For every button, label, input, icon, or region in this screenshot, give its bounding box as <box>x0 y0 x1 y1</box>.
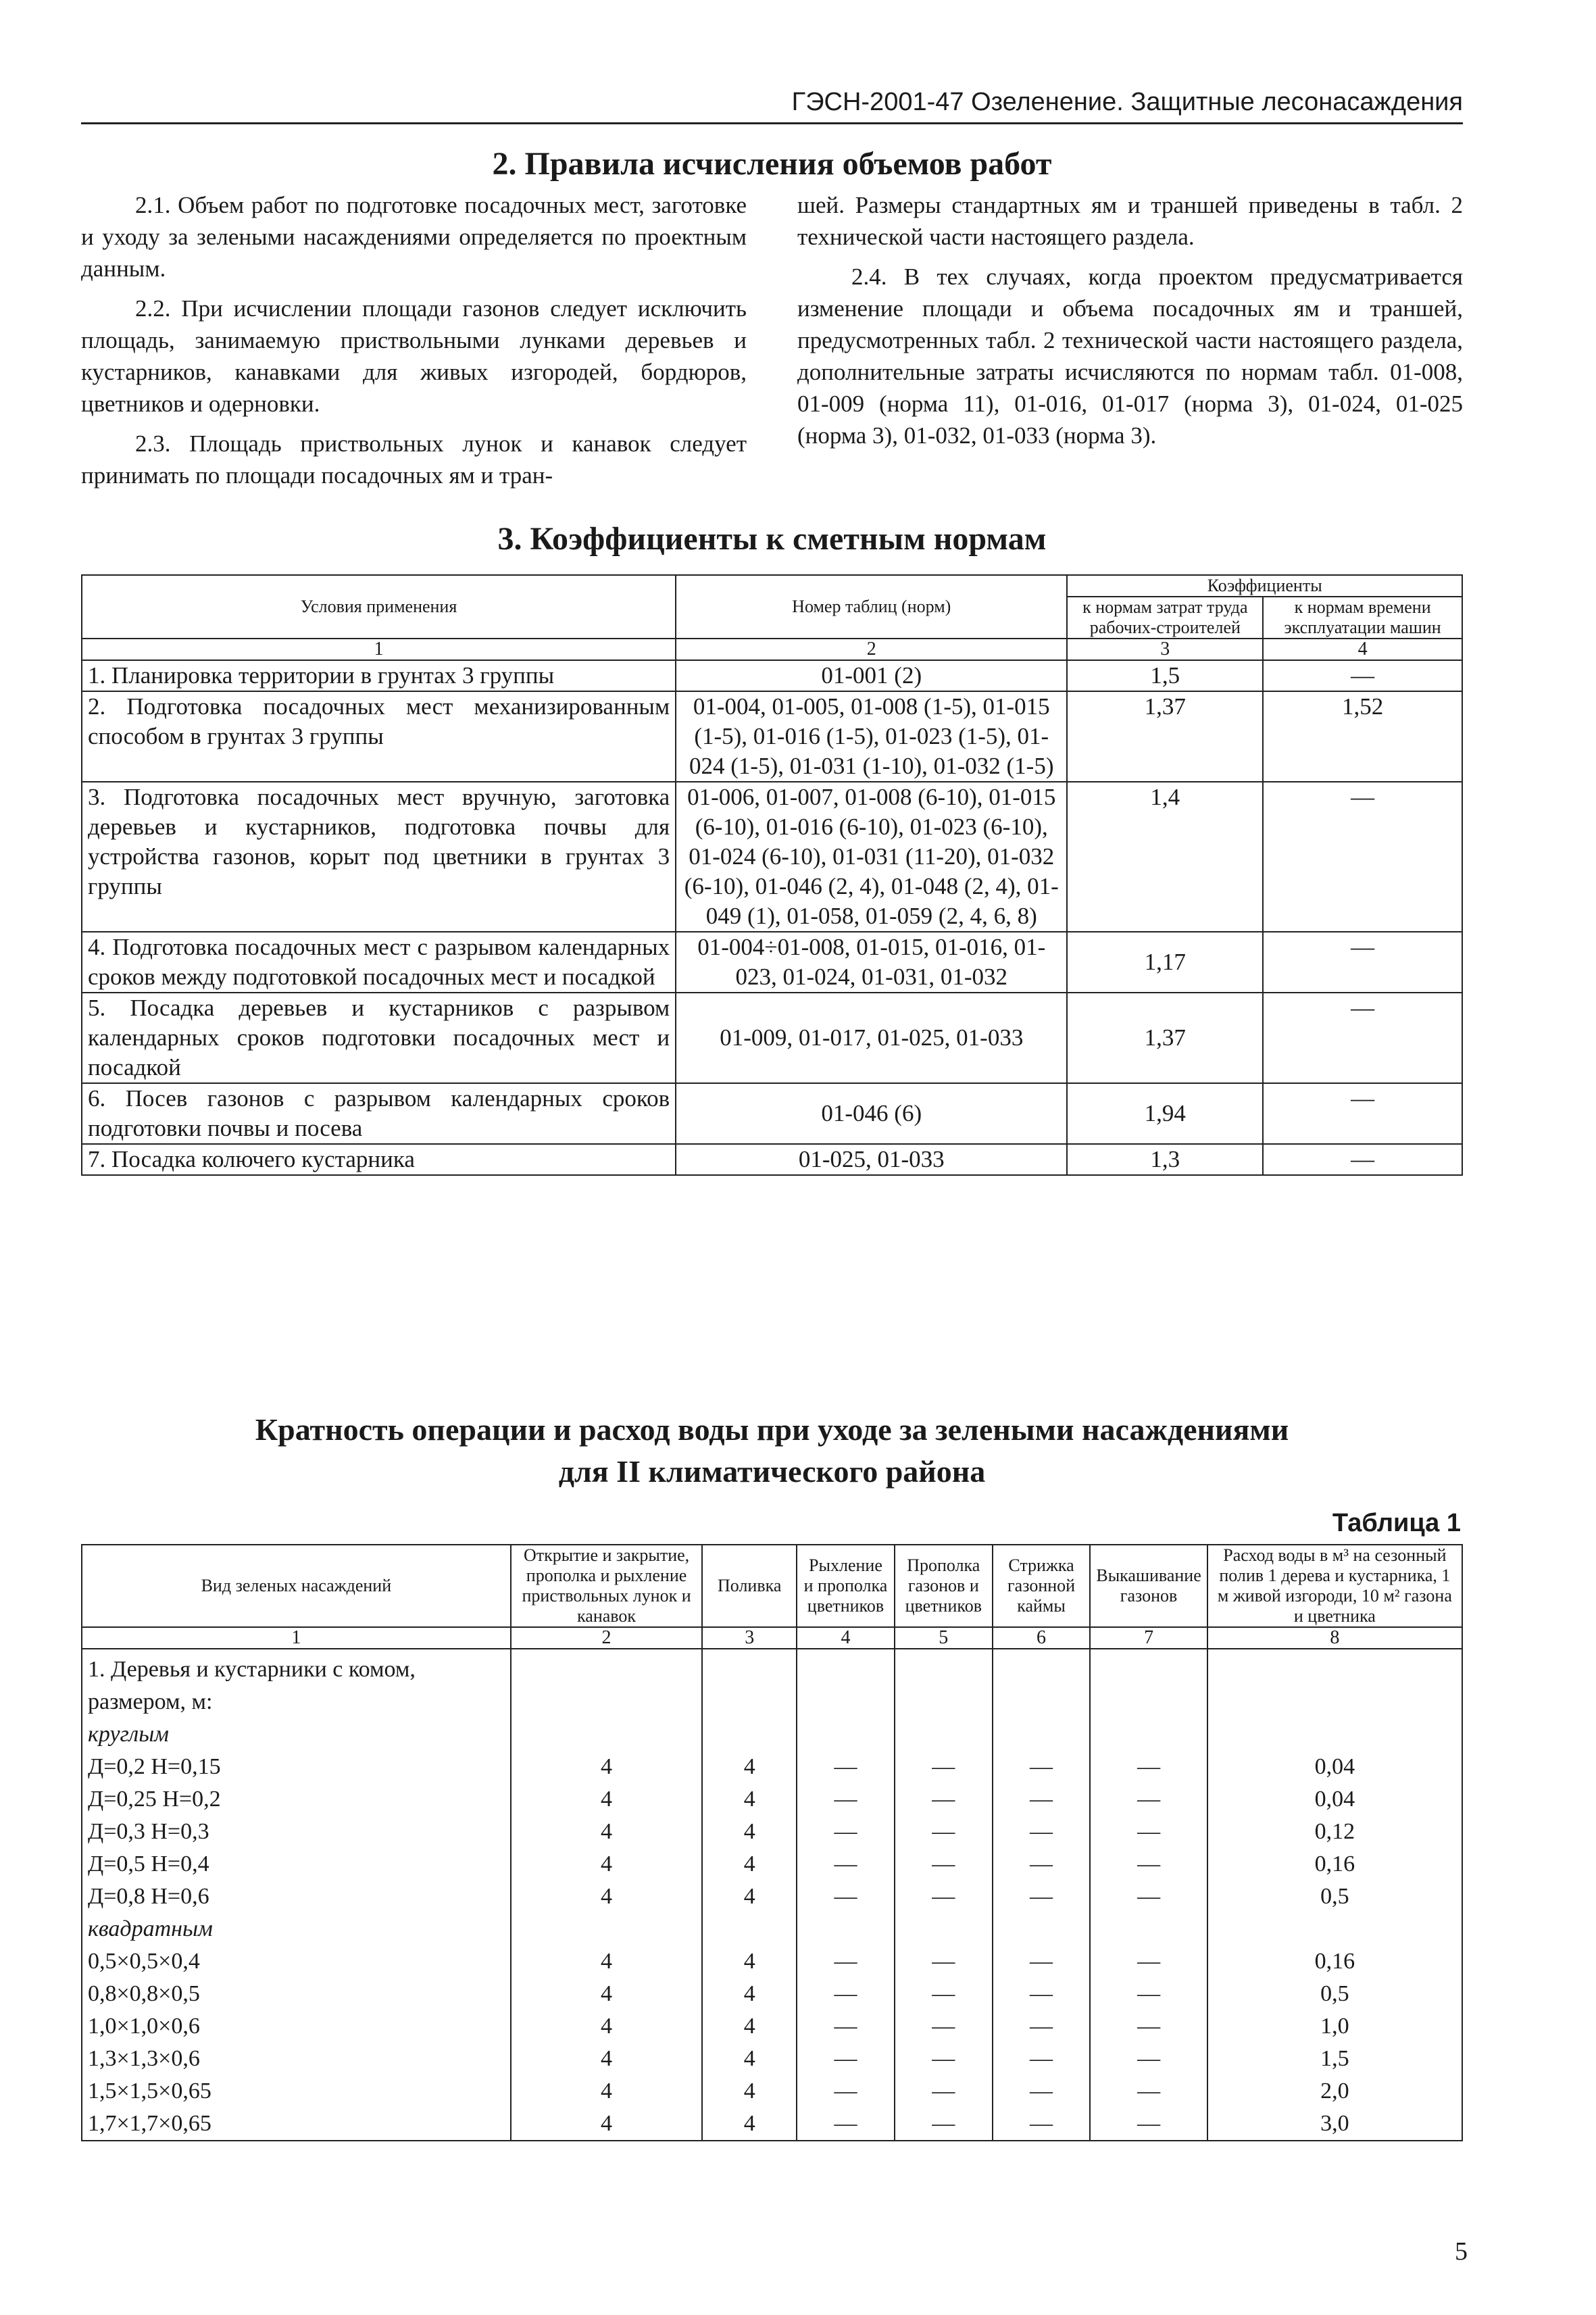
machine-coef: — <box>1263 932 1462 993</box>
subgroup-round: круглым <box>82 1718 511 1751</box>
value-cell: — <box>1090 1751 1207 1783</box>
tables-cell: 01-004÷01-008, 01-015, 01-016, 01-023, 01-024, 01-031, 01-032 <box>676 932 1067 993</box>
table-1-title-line-1: Кратность операции и расход воды при уходе за зелеными насаждениями <box>255 1412 1289 1447</box>
paragraph-2-3: 2.3. Площадь приствольных лунок и канавок следует принимать по площади посадочных ям и тран- <box>81 430 747 489</box>
machine-coef: — <box>1263 1083 1462 1144</box>
header-plant-type: Вид зеленых насаждений <box>82 1545 511 1627</box>
value-cell: 4 <box>702 1848 797 1881</box>
value-cell: — <box>797 1816 895 1848</box>
value-cell: — <box>895 1848 993 1881</box>
col-number: 4 <box>797 1627 895 1649</box>
condition-cell: 1. Планировка территории в грунтах 3 группы <box>82 660 676 691</box>
table-row <box>82 1083 1462 1144</box>
header-machine: к нормам времени эксплуатации машин <box>1263 597 1462 639</box>
labor-coef: 1,37 <box>1067 691 1263 782</box>
value-cell: — <box>797 1783 895 1816</box>
value-cell: — <box>797 2043 895 2075</box>
header-opening: Открытие и закрытие, прополка и рыхление приствольных лунок и канавок <box>511 1545 703 1627</box>
table-row <box>82 691 1462 782</box>
value-cell: — <box>797 1848 895 1881</box>
header-tables: Номер таблиц (норм) <box>676 575 1067 639</box>
condition-cell: 7. Посадка колючего кустарника <box>82 1144 676 1175</box>
square-rows <box>82 1945 1462 2141</box>
tables-cell: 01-025, 01-033 <box>676 1144 1067 1175</box>
value-cell: — <box>993 1783 1091 1816</box>
table-1-label: Таблица 1 <box>1332 1509 1461 1537</box>
value-cell: — <box>993 1978 1091 2010</box>
value-cell: 4 <box>702 1751 797 1783</box>
value-cell: — <box>1090 1783 1207 1816</box>
value-cell: — <box>1090 1881 1207 1913</box>
value-cell: — <box>797 1945 895 1978</box>
value-cell: — <box>1090 1945 1207 1978</box>
value-cell: — <box>797 1751 895 1783</box>
plant-size-cell: 1,3×1,3×0,6 <box>82 2043 511 2075</box>
col-number: 2 <box>511 1627 703 1649</box>
table-row <box>82 660 1462 691</box>
value-cell: — <box>993 1945 1091 1978</box>
section-3-title: 3. Коэффициенты к сметным нормам <box>497 521 1047 557</box>
value-cell: — <box>1090 2010 1207 2043</box>
plant-size-cell: Д=0,5 Н=0,4 <box>82 1848 511 1881</box>
value-cell: — <box>895 1881 993 1913</box>
table-row <box>82 1751 1462 1783</box>
value-cell: — <box>1090 2043 1207 2075</box>
table-row <box>82 1881 1462 1913</box>
header-labor: к нормам затрат труда рабочих-строителей <box>1067 597 1263 639</box>
value-cell: — <box>895 2108 993 2141</box>
value-cell: — <box>1090 1848 1207 1881</box>
paragraph-2-1: 2.1. Объем работ по подготовке посадочных мест, заготовке и уходу за зелеными насаждениями определяется по проектным данным. <box>81 192 747 282</box>
col-number: 1 <box>82 1627 511 1649</box>
plant-size-cell: 0,8×0,8×0,5 <box>82 1978 511 2010</box>
col-number: 3 <box>702 1627 797 1649</box>
condition-cell: 5. Посадка деревьев и кустарников с разрывом календарных сроков подготовки посадочных мест и посадкой <box>82 993 676 1083</box>
table-row <box>82 2010 1462 2043</box>
labor-coef: 1,94 <box>1067 1083 1263 1144</box>
value-cell: 4 <box>511 1881 703 1913</box>
value-cell: 4 <box>702 1816 797 1848</box>
table-row <box>82 782 1462 932</box>
value-cell: — <box>895 1945 993 1978</box>
value-cell: — <box>993 2010 1091 2043</box>
value-cell: 4 <box>511 2010 703 2043</box>
tables-cell: 01-004, 01-005, 01-008 (1-5), 01-015 (1-5), 01-016 (1-5), 01-023 (1-5), 01-024 (1-5), 01-031 (1-10), 01-032 (1-5) <box>676 691 1067 782</box>
value-cell: 1,5 <box>1207 2043 1462 2075</box>
header-trimming: Стрижка газонной каймы <box>993 1545 1091 1627</box>
col-number: 6 <box>993 1627 1091 1649</box>
condition-cell: 4. Подготовка посадочных мест с разрывом календарных сроков между подготовкой посадочных мест и посадкой <box>82 932 676 993</box>
col-number: 1 <box>82 639 676 660</box>
value-cell: — <box>993 2108 1091 2141</box>
col-number: 4 <box>1263 639 1462 660</box>
value-cell: 4 <box>511 1978 703 2010</box>
condition-cell: 2. Подготовка посадочных мест механизированным способом в грунтах 3 группы <box>82 691 676 782</box>
left-column <box>81 189 747 487</box>
col-number: 3 <box>1067 639 1263 660</box>
value-cell: 1,0 <box>1207 2010 1462 2043</box>
value-cell: 4 <box>702 2043 797 2075</box>
value-cell: — <box>993 1751 1091 1783</box>
table-row <box>82 932 1462 993</box>
labor-coef: 1,4 <box>1067 782 1263 932</box>
value-cell: — <box>1090 2108 1207 2141</box>
page-number: 5 <box>1455 2237 1468 2266</box>
coefficients-table <box>81 574 1463 1176</box>
header-loosening: Рыхление и прополка цветников <box>797 1545 895 1627</box>
header-weeding: Прополка газонов и цветников <box>895 1545 993 1627</box>
section-2-text <box>81 189 1463 487</box>
water-consumption-table <box>81 1544 1463 2141</box>
value-cell: 0,12 <box>1207 1816 1462 1848</box>
value-cell: — <box>797 1978 895 2010</box>
labor-coef: 1,17 <box>1067 932 1263 993</box>
value-cell: 2,0 <box>1207 2075 1462 2108</box>
plant-size-cell: 1,0×1,0×0,6 <box>82 2010 511 2043</box>
value-cell: 4 <box>702 2010 797 2043</box>
value-cell: — <box>895 2010 993 2043</box>
table-1-title <box>81 1409 1463 1493</box>
value-cell: — <box>895 1783 993 1816</box>
machine-coef: — <box>1263 782 1462 932</box>
labor-coef: 1,5 <box>1067 660 1263 691</box>
value-cell: 4 <box>702 2075 797 2108</box>
col-number: 5 <box>895 1627 993 1649</box>
value-cell: 4 <box>511 2043 703 2075</box>
value-cell: 4 <box>511 1751 703 1783</box>
tables-cell: 01-009, 01-017, 01-025, 01-033 <box>676 993 1067 1083</box>
value-cell: — <box>797 2010 895 2043</box>
running-header: ГЭСН-2001-47 Озеленение. Защитные лесонасаждения <box>81 88 1463 124</box>
subgroup-square: квадратным <box>82 1913 511 1945</box>
machine-coef: — <box>1263 660 1462 691</box>
value-cell: — <box>993 2043 1091 2075</box>
value-cell: 0,16 <box>1207 1848 1462 1881</box>
paragraph-2-2: 2.2. При исчислении площади газонов следует исключить площадь, занимаемую приствольными лунками деревьев и кустарников, канавками для живых изгородей, бордюров, цветников и одерновки. <box>81 295 747 417</box>
machine-coef: 1,52 <box>1263 691 1462 782</box>
table-1-title-line-2: для II климатического района <box>558 1454 986 1489</box>
paragraph-2-4: 2.4. В тех случаях, когда проектом предусматривается изменение площади и объема посадочных ям и траншей, предусмотренных табл. 2 технической части настоящего раздела, дополнительные затраты исчисляются по нормам табл. 01-008, 01-009 (норма 11), 01-016, 01-017 (норма 3), 01-024, 01-025 (норма 3), 01-032, 01-033 (норма 3). <box>797 264 1463 449</box>
value-cell: — <box>993 1848 1091 1881</box>
value-cell: 4 <box>511 1816 703 1848</box>
plant-size-cell: 1,5×1,5×0,65 <box>82 2075 511 2108</box>
plant-size-cell: Д=0,2 Н=0,15 <box>82 1751 511 1783</box>
value-cell: 4 <box>511 1783 703 1816</box>
value-cell: 0,04 <box>1207 1751 1462 1783</box>
group-title: 1. Деревья и кустарники с комом, размером, м: <box>82 1649 511 1718</box>
plant-size-cell: 1,7×1,7×0,65 <box>82 2108 511 2141</box>
value-cell: — <box>895 1751 993 1783</box>
plant-size-cell: Д=0,8 Н=0,6 <box>82 1881 511 1913</box>
value-cell: 4 <box>511 2075 703 2108</box>
header-water-use: Расход воды в м³ на сезонный полив 1 дерева и кустарника, 1 м живой изгороди, 10 м² газона и цветника <box>1207 1545 1462 1627</box>
table-row <box>82 1945 1462 1978</box>
value-cell: 4 <box>702 1881 797 1913</box>
tables-cell: 01-046 (6) <box>676 1083 1067 1144</box>
value-cell: 0,16 <box>1207 1945 1462 1978</box>
labor-coef: 1,37 <box>1067 993 1263 1083</box>
condition-cell: 3. Подготовка посадочных мест вручную, заготовка деревьев и кустарников, подготовка почвы для устройства газонов, корыт под цветники в грунтах 3 группы <box>82 782 676 932</box>
header-coefficients: Коэффициенты <box>1067 575 1462 597</box>
value-cell: 4 <box>511 1945 703 1978</box>
value-cell: 0,04 <box>1207 1783 1462 1816</box>
table-row <box>82 993 1462 1083</box>
header-watering: Поливка <box>702 1545 797 1627</box>
tables-cell: 01-006, 01-007, 01-008 (6-10), 01-015 (6-10), 01-016 (6-10), 01-023 (6-10), 01-024 (6-10), 01-031 (11-20), 01-032 (6-10), 01-046 (2, 4), 01-048 (2, 4), 01-049 (1), 01-058, 01-059 (2, 4, 6, 8) <box>676 782 1067 932</box>
round-rows <box>82 1751 1462 1913</box>
value-cell: 4 <box>511 1848 703 1881</box>
value-cell: 4 <box>702 1945 797 1978</box>
header-conditions: Условия применения <box>82 575 676 639</box>
table-row <box>82 1816 1462 1848</box>
value-cell: — <box>993 1881 1091 1913</box>
tables-cell: 01-001 (2) <box>676 660 1067 691</box>
table-row <box>82 2108 1462 2141</box>
table-row <box>82 2075 1462 2108</box>
condition-cell: 6. Посев газонов с разрывом календарных сроков подготовки почвы и посева <box>82 1083 676 1144</box>
value-cell: — <box>797 1881 895 1913</box>
paragraph-2-3-cont: шей. Размеры стандартных ям и траншей приведены в табл. 2 технической части настоящего раздела. <box>797 192 1463 250</box>
value-cell: 4 <box>702 1978 797 2010</box>
value-cell: 4 <box>511 2108 703 2141</box>
labor-coef: 1,3 <box>1067 1144 1263 1175</box>
value-cell: — <box>895 1816 993 1848</box>
value-cell: — <box>895 1978 993 2010</box>
table-row <box>82 1144 1462 1175</box>
value-cell: — <box>993 1816 1091 1848</box>
table-row <box>82 1783 1462 1816</box>
value-cell: — <box>993 2075 1091 2108</box>
right-column <box>797 189 1463 487</box>
table-row <box>82 1848 1462 1881</box>
value-cell: 4 <box>702 1783 797 1816</box>
section-2-title: 2. Правила исчисления объемов работ <box>492 146 1052 182</box>
value-cell: — <box>1090 2075 1207 2108</box>
value-cell: 3,0 <box>1207 2108 1462 2141</box>
machine-coef: — <box>1263 1144 1462 1175</box>
value-cell: — <box>1090 1978 1207 2010</box>
machine-coef: — <box>1263 993 1462 1083</box>
value-cell: — <box>895 2043 993 2075</box>
value-cell: 0,5 <box>1207 1978 1462 2010</box>
plant-size-cell: Д=0,25 Н=0,2 <box>82 1783 511 1816</box>
value-cell: 0,5 <box>1207 1881 1462 1913</box>
col-number: 7 <box>1090 1627 1207 1649</box>
header-mowing: Выкашивание газонов <box>1090 1545 1207 1627</box>
value-cell: — <box>1090 1816 1207 1848</box>
col-number: 8 <box>1207 1627 1462 1649</box>
value-cell: — <box>895 2075 993 2108</box>
plant-size-cell: Д=0,3 Н=0,3 <box>82 1816 511 1848</box>
col-number: 2 <box>676 639 1067 660</box>
plant-size-cell: 0,5×0,5×0,4 <box>82 1945 511 1978</box>
value-cell: 4 <box>702 2108 797 2141</box>
table-row <box>82 1978 1462 2010</box>
value-cell: — <box>797 2075 895 2108</box>
value-cell: — <box>797 2108 895 2141</box>
table-row <box>82 2043 1462 2075</box>
